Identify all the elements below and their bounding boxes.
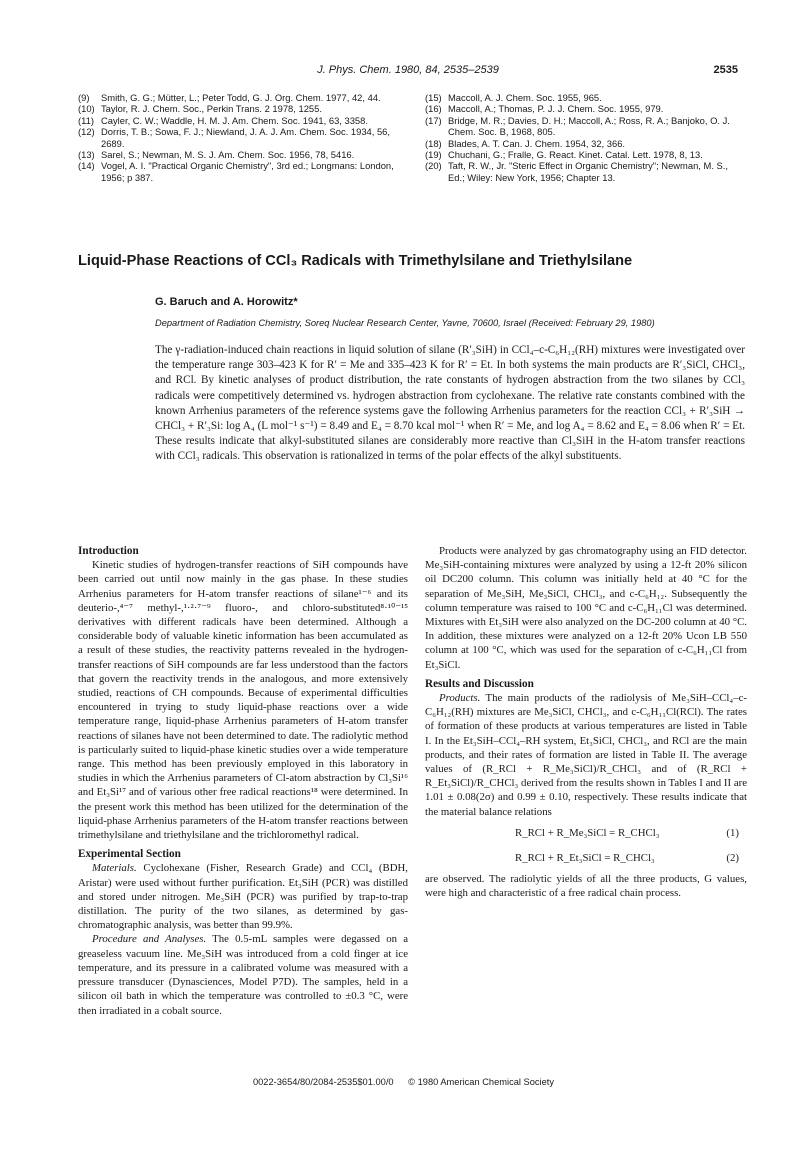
reference-number: (14) [78,160,95,172]
reference-item [425,103,747,114]
materials-text: Cyclohexane (Fisher, Research Grade) and CCl₄ (BDH, Aristar) were used without further purification. Et₃SiH (PCR) was distilled and stored under nitrogen. Me₃SiH (PCR) was purified by trap-to-trap distillation. The purity of the two silanes, as determined by gas-chromatographic analysis, was better than 99.9%. [78,862,409,932]
results-continuation-paragraph: are observed. The radiolytic yields of all the three products, G values, were high and characteristic of a free radical chain process. [425,872,747,900]
references-right-column [425,92,747,183]
reference-number: (15) [425,92,442,103]
reference-text: Maccoll, A. J. Chem. Soc. 1955, 965. [448,92,602,103]
reference-text: Maccoll, A.; Thomas, P. J. J. Chem. Soc. 1955, 979. [448,103,664,115]
reference-item [425,92,747,103]
reference-text: Cayler, C. W.; Waddle, H. M. J. Am. Chem. Soc. 1941, 63, 3358. [101,114,368,126]
reference-item [78,92,408,103]
reference-number: (13) [78,149,95,161]
section-heading-results: Results and Discussion [425,677,534,690]
reference-item [425,149,747,160]
reference-text: Dorris, T. B.; Sowa, F. J.; Niewland, J. A. J. Am. Chem. Soc. 1934, 56, 2689. [101,126,390,149]
section-heading-experimental: Experimental Section [78,848,181,861]
reference-text: Vogel, A. I. "Practical Organic Chemistry", 3rd ed.; Longmans: London, 1956; p 387. [101,160,394,183]
reference-item [425,138,747,149]
page-header [78,64,738,80]
reference-number: (20) [425,160,442,172]
body-left-column [78,544,408,1018]
reference-number: (19) [425,149,442,161]
reference-number: (18) [425,137,442,149]
equation-number: (2) [726,851,739,864]
reference-item [78,160,408,183]
reference-text: Blades, A. T. Can. J. Chem. 1954, 32, 366. [448,137,626,149]
reference-number: (12) [78,126,95,138]
reference-text: Smith, G. G.; Mütter, L.; Peter Todd, G. J. Org. Chem. 1977, 42, 44. [101,92,381,103]
reference-text: Bridge, M. R.; Davies, D. H.; Maccoll, A.; Ross, R. A.; Banjoko, O. J. Chem. Soc. B, 1968, 805. [448,114,730,138]
products-analysis-paragraph: Products were analyzed by gas chromatography using an FID detector. Me₃SiH-containing mixtures were analyzed by using a 12-ft 20% silicon oil DC200 column. This column was initially held at 40 °C for the separation of Me₃SiH, Me₃SiCl, CHCl₃, and c-C₆H₁₂. Subsequently the column temperature was raised to 100 °C and c-C₆H₁₁Cl was determined. Mixtures with Et₃SiH were also analyzed on the DC-200 column at 40 °C. In addition, these mixtures were analyzed on a 12-ft 20% Ucon LB 550 column at 100 °C, which was used for the separation of c-C₆H₁₁Cl from Et₃SiCl. [425,545,747,671]
article-code: 0022-3654/80/2084-2535$01.00/0 [252,1077,394,1087]
intro-paragraph: Kinetic studies of hydrogen-transfer reactions of SiH compounds have been carried out until now mainly in the gas phase. In these studies Arrhenius parameters for H-atom transfer reactions of silane¹⁻⁶ and its deuterio-,⁴⁻⁷ methyl-,¹·²·⁷⁻⁹ fluoro-, and chloro-substituted⁸·¹⁰⁻¹⁵ derivatives with different radicals have been determined. Although a considerable body of valuable kinetic information has been accumulated as a result of these studies, the reactivity patterns revealed in the hydrogen-transfer reactions of SiH compounds are far less understood than the factors that govern the reactivity trends in the analogous, and more extensively studied, reactions of CH compounds. Because of experimental difficulties encountered in trying to study liquid-phase reactions over a wide temperature range, liquid-phase Arrhenius parameters of H-atom transfer reactions of silanes have not been determined to date. The radiolytic method is particularly suited to liquid-phase kinetic studies over a wide temperature range. This method has been previously employed in this laboratory in studies in which the Arrhenius parameters of Cl-atom abstraction by Cl₃Si¹⁶ and Et₃Si¹⁷ and of various other free radical reactions¹⁸ were determined. In the present work this method has been utilized for the determination of the liquid-phase Arrhenius parameters of the H-atom transfer reactions between trimethylsilane and triethylsilane and the trichloromethyl radical. [78,559,408,842]
article-title: Liquid-Phase Reactions of CCl₃ Radicals with Trimethylsilane and Triethylsilane [78,253,633,269]
reference-number: (17) [425,114,442,126]
reference-number: (11) [78,114,94,126]
page-number: 2535 [713,64,738,76]
reference-item [78,149,408,160]
article-authors: G. Baruch and A. Horowitz* [155,296,298,308]
materials-paragraph [78,861,408,932]
reference-text: Taft, R. W., Jr. "Steric Effect in Organic Chemistry"; Newman, M. S., Ed.; Wiley: New York, 1956; Chapter 13. [448,160,728,183]
body-right-column [425,544,747,900]
reference-number: (9) [78,92,90,103]
copyright: © 1980 American Chemical Society [408,1077,555,1087]
equation-text: R_RCl + R_Et₃SiCl = R_CHCl₃ [515,851,655,864]
references-left-column [78,92,408,183]
equation-2 [425,847,747,869]
equation-1 [425,822,747,844]
reference-text: Chuchani, G.; Fralle, G. React. Kinet. Catal. Lett. 1978, 8, 13. [448,149,703,161]
reference-item [78,115,408,126]
reference-number: (10) [78,103,95,115]
results-paragraph [425,691,747,819]
procedure-label: Procedure and Analyses. [92,933,207,946]
reference-text: Taylor, R. J. Chem. Soc., Perkin Trans. 2 1978, 1255. [101,103,322,115]
page-footer [0,1077,807,1087]
equation-number: (1) [726,826,739,839]
results-text: The main products of the radiolysis of Me₃SiH–CCl₄–c-C₆H₁₂(RH) mixtures are Me₃SiCl, CHCl₃, and c-C₆H₁₁Cl(RCl). The rates of formation of these products at various temperatures are listed in Table I. In the Et₃SiH–CCl₄–RH system, Et₃SiCl, CHCl₃, and RCl are the main products, and their rates of formation are listed in Table II. The average values of (R_RCl + R_Me₃SiCl)/R_CHCl₃ and of (R_RCl + R_Et₃SiCl)/R_CHCl₃ derived from the results shown in Tables I and II are 1.01 ± 0.08(2σ) and 0.99 ± 0.10, respectively. These results indicate that the material balance relations [425,692,747,818]
abstract: The γ-radiation-induced chain reactions in liquid solution of silane (R′₃SiH) in CCl₄–c-C₆H₁₂(RH) mixtures were investigated over the temperature range 303–423 K for R′ = Me and 335–423 K for R′ = Et. In both systems the main products are R′₃SiCl, CHCl₃, and RCl. By kinetic analyses of product distribution, the rate constants of hydrogen abstraction from the two silanes by CCl₃ radicals were competitively determined vs. hydrogen abstraction from cyclohexane. The relative rate constants combined with the known Arrhenius parameters of the reference systems gave the following Arrhenius parameters for the reaction CCl₃ + R′₃SiH → CHCl₃ + R′₃Si: log A₄ (L mol⁻¹ s⁻¹) = 8.49 and E₄ = 8.70 kcal mol⁻¹ when R′ = Me, and log A₄ = 8.62 and E₄ = 8.06 when R′ = Et. These results indicate that alkyl-substituted silanes are considerably more reactive than Cl₃SiH in the H-atom transfer reactions with CCl₃ radicals. This observation is rationalized in terms of the polar effects of the alkyl substituents. [155,344,745,463]
reference-item [425,160,747,183]
author-affiliation: Department of Radiation Chemistry, Soreq Nuclear Research Center, Yavne, 70600, Israel (Received: February 29, 1980) [155,318,655,328]
procedure-text: The 0.5-mL samples were degassed on a greaseless vacuum line. Me₃SiH was introduced from a cold finger at ice temperature, and its pressure in a calibrated volume was measured with a pressure transducer (Dynasciences, Model P7D). The samples, held in a silicon oil bath in which the temperature was controlled to ±0.3 °C, were then irradiated in a cobalt source. [78,933,408,1017]
section-heading-introduction: Introduction [78,545,139,557]
procedure-paragraph [78,932,408,1017]
reference-item [425,115,747,138]
reference-text: Sarel, S.; Newman, M. S. J. Am. Chem. Soc. 1956, 78, 5416. [101,149,355,161]
journal-citation: J. Phys. Chem. 1980, 84, 2535–2539 [317,64,499,76]
equation-text: R_RCl + R_Me₃SiCl = R_CHCl₃ [515,826,660,839]
reference-number: (16) [425,103,442,115]
reference-item [78,103,408,114]
products-label: Products. [439,692,481,705]
materials-label: Materials. [92,862,137,875]
reference-item [78,126,408,149]
